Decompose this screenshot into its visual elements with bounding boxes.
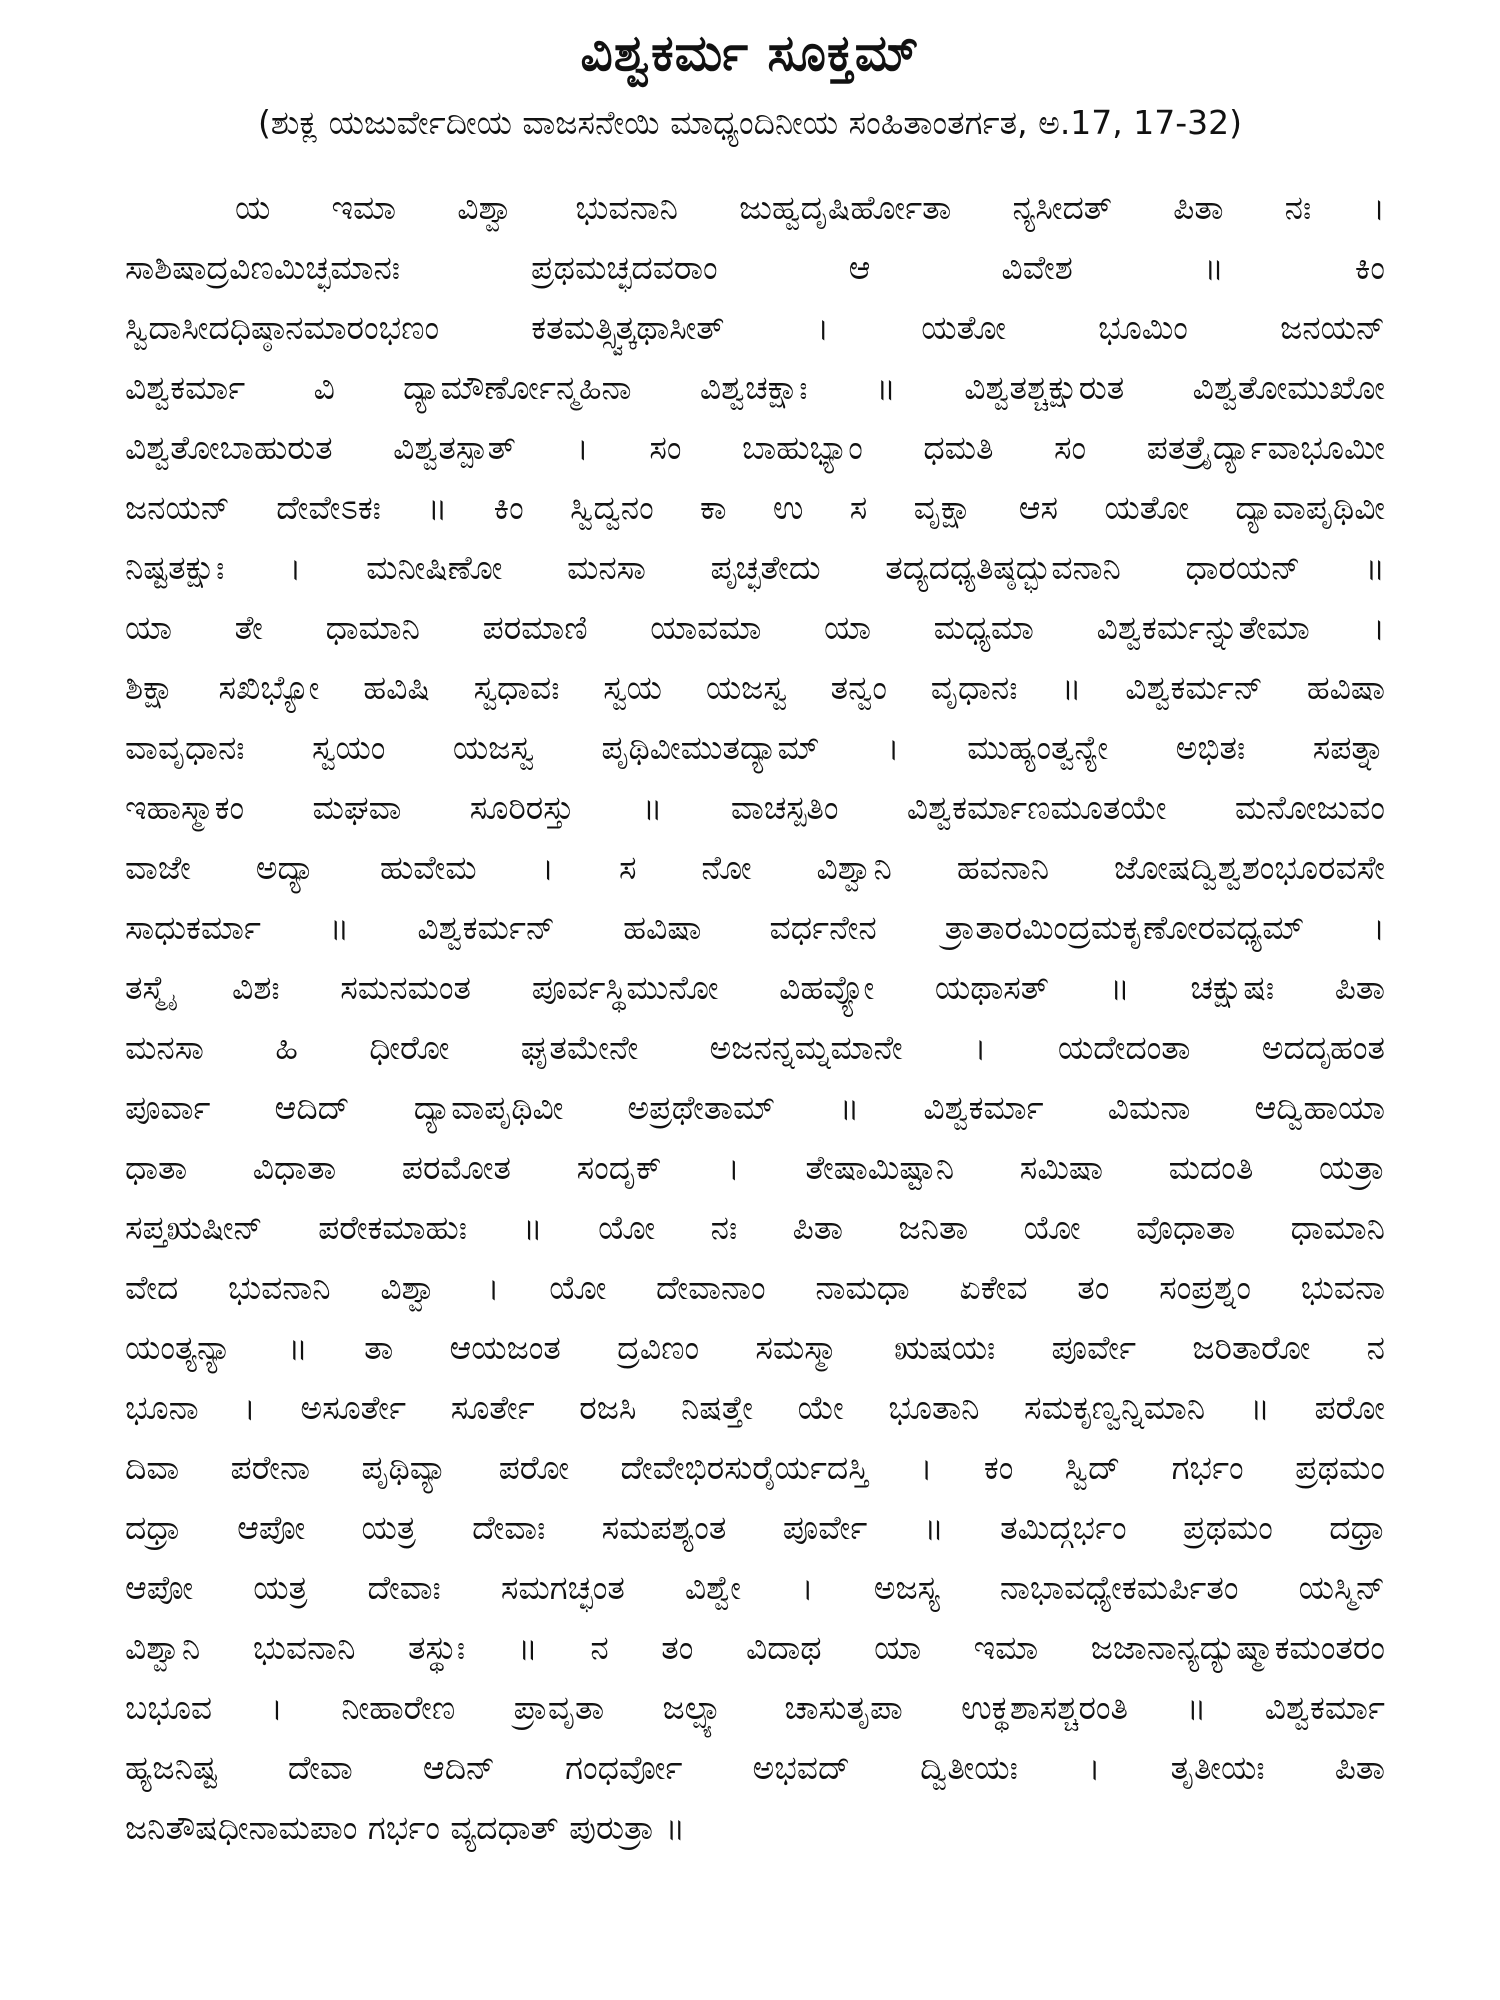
verse-line: ಸಪ್ತಋಷೀನ್ ಪರೇಕಮಾಹುಃ ॥ ಯೋ ನಃ ಪಿತಾ ಜನಿತಾ ಯೋ ವೊಧಾತಾ ಧಾಮಾನಿ (125, 1208, 1385, 1247)
verse-line: ವಾಜೇ ಅದ್ಯಾ ಹುವೇಮ । ಸ ನೋ ವಿಶ್ವಾನಿ ಹವನಾನಿ ಜೋಷದ್ವಿಶ್ವಶಂಭೂರವಸೇ (125, 848, 1385, 887)
verse-line: ಸಾಶಿಷಾದ್ರವಿಣಮಿಚ್ಛಮಾನಃ ಪ್ರಥಮಚ್ಛದವರಾಂ ಆ ವಿವೇಶ ॥ ಕಿಂ (125, 248, 1385, 287)
verse-line: ತಸ್ಮೈ ವಿಶಃ ಸಮನಮಂತ ಪೂರ್ವಸ್ಥಿಮುನೋ ವಿಹವ್ಯೋ ಯಥಾಸತ್ ॥ ಚಕ್ಷುಷಃ ಪಿತಾ (125, 968, 1385, 1007)
verse-line: ದಧ್ರಾ ಆಪೋ ಯತ್ರ ದೇವಾಃ ಸಮಪಶ್ಯಂತ ಪೂರ್ವೇ ॥ ತಮಿದ್ಗರ್ಭಂ ಪ್ರಥಮಂ ದಧ್ರಾ (125, 1508, 1385, 1547)
verse-line: ಹ್ಯಜನಿಷ್ಟ ದೇವಾ ಆದಿನ್ ಗಂಧರ್ವೋ ಅಭವದ್ ದ್ವಿತೀಯಃ । ತೃತೀಯಃ ಪಿತಾ (125, 1748, 1385, 1787)
verse-line: ವಾವೃಧಾನಃ ಸ್ವಯಂ ಯಜಸ್ವ ಪೃಥಿವೀಮುತದ್ಯಾಮ್ । ಮುಹ್ಯಂತ್ವನ್ಯೇ ಅಭಿತಃ ಸಪತ್ನಾ (125, 728, 1385, 767)
verse-line: ಶಿಕ್ಷಾ ಸಖಿಭ್ಯೋ ಹವಿಷಿ ಸ್ವಧಾವಃ ಸ್ವಯ ಯಜಸ್ವ ತನ್ವಂ ವೃಧಾನಃ ॥ ವಿಶ್ವಕರ್ಮನ್ ಹವಿಷಾ (125, 668, 1385, 707)
document-subtitle: (ಶುಕ್ಲ ಯಜುರ್ವೇದೀಯ ವಾಜಸನೇಯಿ ಮಾಧ್ಯಂದಿನೀಯ ಸಂಹಿತಾಂತರ್ಗತ, ಅ.17, 17-32) (257, 103, 1243, 142)
verse-line: ಜನಿತೌಷಧೀನಾಮಪಾಂ ಗರ್ಭಂ ವ್ಯದಧಾತ್ ಪುರುತ್ರಾ ॥ (125, 1808, 686, 1847)
verse-line: ಭೂನಾ । ಅಸೂರ್ತೇ ಸೂರ್ತೇ ರಜಸಿ ನಿಷತ್ತೇ ಯೇ ಭೂತಾನಿ ಸಮಕೃಣ್ವನ್ನಿಮಾನಿ ॥ ಪರೋ (125, 1388, 1385, 1427)
verse-line: ಸ್ವಿದಾಸೀದಧಿಷ್ಠಾನಮಾರಂಭಣಂ ಕತಮತ್ಸ್ವಿತ್ಕಥಾಸೀತ್ । ಯತೋ ಭೂಮಿಂ ಜನಯನ್ (125, 308, 1385, 347)
verse-line: ನಿಷ್ಟತಕ್ಷುಃ । ಮನೀಷಿಣೋ ಮನಸಾ ಪೃಚ್ಛತೇದು ತದ್ಯದಧ್ಯತಿಷ್ಠದ್ಭುವನಾನಿ ಧಾರಯನ್ ॥ (125, 548, 1385, 587)
verse-line: ಮನಸಾ ಹಿ ಧೀರೋ ಘೃತಮೇನೇ ಅಜನನ್ನಮ್ನಮಾನೇ । ಯದೇದಂತಾ ಅದದೃಹಂತ (125, 1028, 1385, 1067)
verse-line: ವಿಶ್ವತೋಬಾಹುರುತ ವಿಶ್ವತಸ್ಪಾತ್ । ಸಂ ಬಾಹುಭ್ಯಾಂ ಧಮತಿ ಸಂ ಪತತ್ರೈರ್ದ್ಯಾವಾಭೂಮೀ (125, 428, 1385, 467)
verse-line: ಪೂರ್ವಾ ಆದಿದ್ ದ್ಯಾವಾಪೃಥಿವೀ ಅಪ್ರಥೇತಾಮ್ ॥ ವಿಶ್ವಕರ್ಮಾ ವಿಮನಾ ಆದ್ವಿಹಾಯಾ (125, 1088, 1385, 1127)
verse-line: ಬಭೂವ । ನೀಹಾರೇಣ ಪ್ರಾವೃತಾ ಜಲ್ಪ್ಯಾ ಚಾಸುತೃಪಾ ಉಕ್ಥಶಾಸಶ್ಚರಂತಿ ॥ ವಿಶ್ವಕರ್ಮಾ (125, 1688, 1385, 1727)
verse-line: ಜನಯನ್ ದೇವೇಽಕಃ ॥ ಕಿಂ ಸ್ವಿದ್ವನಂ ಕಾ ಉ ಸ ವೃಕ್ಷಾ ಆಸ ಯತೋ ದ್ಯಾವಾಪೃಥಿವೀ (125, 488, 1385, 527)
verse-line: ಯ ಇಮಾ ವಿಶ್ವಾ ಭುವನಾನಿ ಜುಹ್ವದೃಷಿರ್ಹೋತಾ ನ್ಯಸೀದತ್ ಪಿತಾ ನಃ । (235, 188, 1385, 227)
verse-line: ವಿಶ್ವಕರ್ಮಾ ವಿ ದ್ಯಾಮೌರ್ಣೋನ್ಮಹಿನಾ ವಿಶ್ವಚಕ್ಷಾಃ ॥ ವಿಶ್ವತಶ್ಚಕ್ಷುರುತ ವಿಶ್ವತೋಮುಖೋ (125, 368, 1385, 407)
verse-line: ಆಪೋ ಯತ್ರ ದೇವಾಃ ಸಮಗಚ್ಛಂತ ವಿಶ್ವೇ । ಅಜಸ್ಯ ನಾಭಾವಧ್ಯೇಕಮರ್ಪಿತಂ ಯಸ್ಮಿನ್ (125, 1568, 1385, 1607)
verse-line: ವೇದ ಭುವನಾನಿ ವಿಶ್ವಾ । ಯೋ ದೇವಾನಾಂ ನಾಮಧಾ ಏಕೇವ ತಂ ಸಂಪ್ರಶ್ನಂ ಭುವನಾ (125, 1268, 1385, 1307)
verse-line: ವಿಶ್ವಾನಿ ಭುವನಾನಿ ತಸ್ಥುಃ ॥ ನ ತಂ ವಿದಾಥ ಯಾ ಇಮಾ ಜಜಾನಾನ್ಯದ್ಯುಷ್ಮಾಕಮಂತರಂ (125, 1628, 1385, 1667)
verse-body (125, 178, 1385, 1858)
verse-line: ಯಾ ತೇ ಧಾಮಾನಿ ಪರಮಾಣಿ ಯಾವಮಾ ಯಾ ಮಧ್ಯಮಾ ವಿಶ್ವಕರ್ಮನ್ನುತೇಮಾ । (125, 608, 1385, 647)
document-title: ವಿಶ್ವಕರ್ಮ ಸೂಕ್ತಮ್ (580, 24, 920, 82)
verse-line: ಇಹಾಸ್ಮಾಕಂ ಮಘವಾ ಸೂರಿರಸ್ತು ॥ ವಾಚಸ್ಪತಿಂ ವಿಶ್ವಕರ್ಮಾಣಮೂತಯೇ ಮನೋಜುವಂ (125, 788, 1385, 827)
verse-line: ದಿವಾ ಪರೇನಾ ಪೃಥಿವ್ಯಾ ಪರೋ ದೇವೇಭಿರಸುರೈರ್ಯದಸ್ತಿ । ಕಂ ಸ್ವಿದ್ ಗರ್ಭಂ ಪ್ರಥಮಂ (125, 1448, 1385, 1487)
verse-line: ಯಂತ್ಯನ್ಯಾ ॥ ತಾ ಆಯಜಂತ ದ್ರವಿಣಂ ಸಮಸ್ಮಾ ಋಷಯಃ ಪೂರ್ವೇ ಜರಿತಾರೋ ನ (125, 1328, 1385, 1367)
verse-line: ಧಾತಾ ವಿಧಾತಾ ಪರಮೋತ ಸಂದೃಕ್ । ತೇಷಾಮಿಷ್ಟಾನಿ ಸಮಿಷಾ ಮದಂತಿ ಯತ್ರಾ (125, 1148, 1385, 1187)
verse-line: ಸಾಧುಕರ್ಮಾ ॥ ವಿಶ್ವಕರ್ಮನ್ ಹವಿಷಾ ವರ್ಧನೇನ ತ್ರಾತಾರಮಿಂದ್ರಮಕೃಣೋರವಧ್ಯಮ್ । (125, 908, 1385, 947)
